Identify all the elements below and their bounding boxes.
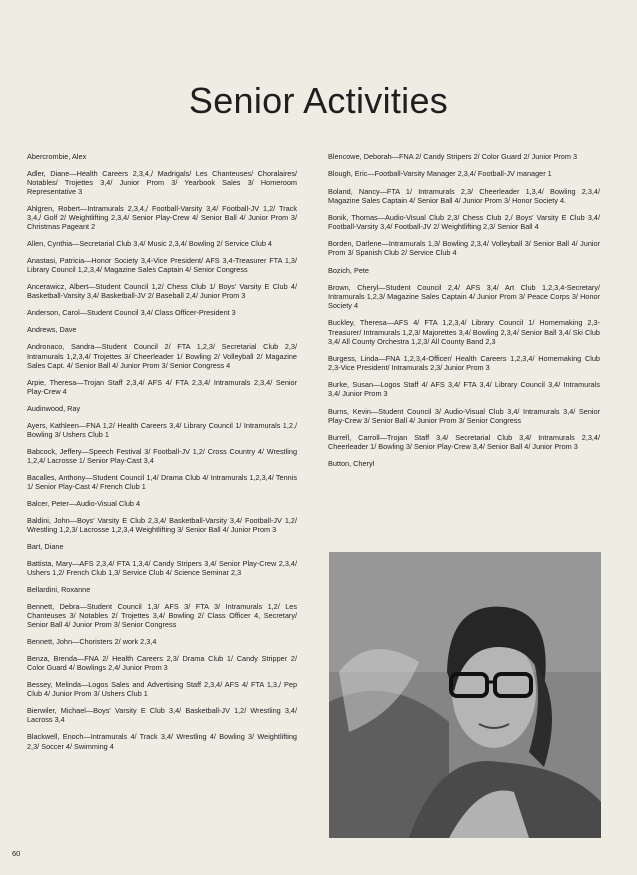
list-item: Arpie, Theresa—Trojan Staff 2,3,4/ AFS 4/ FTA 2,3,4/ Intramurals 2,3,4/ Senior Play-Crew 4: [27, 377, 297, 396]
list-item: Andrews, Dave: [27, 325, 77, 335]
list-item: Battista, Mary—AFS 2,3,4/ FTA 1,3,4/ Candy Stripers 3,4/ Senior Play-Crew 2,3,4/ Ushers 1,2/ French Club 1,3/ Service Club 4/ Science Seminar 2,3: [27, 558, 297, 578]
list-item: Borden, Darlene—Intramurals 1,3/ Bowling 2,3,4/ Volleyball 3/ Senior Ball 4/ Junior Prom 3/ Spanish Club 2/ Service Club 4: [328, 239, 600, 258]
list-item: Burrell, Carroll—Trojan Staff 3,4/ Secretarial Club 3,4/ Intramurals 2,3,4/ Cheerleader 1/ Bowling 3/ Senior Play-Crew 3,4/ Senior Ball 4/ Junior Prom 3: [328, 433, 600, 452]
list-item: Allen, Cynthia—Secretarial Club 3,4/ Music 2,3,4/ Bowling 2/ Service Club 4: [27, 239, 272, 249]
list-item: Bennett, John—Choristers 2/ work 2,3,4: [27, 637, 157, 647]
list-item: Bonik, Thomas—Audio-Visual Club 2,3/ Chess Club 2,/ Boys' Varsity E Club 3,4/ Football-Varsity 3,4/ Football-JV 2/ Weightlifting 2,3/ Senior Ball 4: [328, 212, 600, 232]
page-title: Senior Activities: [188, 80, 449, 121]
list-item: Bart, Diane: [27, 541, 64, 551]
list-item: Blencowe, Deborah—FNA 2/ Candy Stripers 2/ Color Guard 2/ Junior Prom 3: [328, 152, 578, 161]
list-item: Baldini, John—Boys' Varsity E Club 2,3,4/ Basketball-Varsity 3,4/ Football-JV 1,2/ Wrestling 1,2,3/ Lacrosse 1,2,3,4 Weightlifting 3/ Senior Ball 4/ Junior Prom 3: [27, 515, 297, 534]
right-column: [328, 152, 600, 477]
list-item: Ancerawicz, Albert—Student Council 1,2/ Chess Club 1/ Boys' Varsity E Club 4/ Basketball-Varsity 3,4/ Basketball-JV 2/ Baseball 2,4/ Junior Prom 3: [27, 282, 297, 301]
list-item: Boland, Nancy—FTA 1/ Intramurals 2,3/ Cheerleader 1,3,4/ Bowling 2,3,4/ Magazine Sales Captain 4/ Senior Ball 4/ Junior Prom 3/ Honor Society 4.: [328, 186, 600, 205]
page-number: 60: [12, 849, 21, 858]
list-item: Babcock, Jeffery—Speech Festival 3/ Football-JV 1,2/ Cross Country 4/ Wrestling 1,2,4/ Lacrosse 1/ Senior Play-Cast 3,4: [27, 446, 297, 465]
list-item: Burgess, Linda—FNA 1,2,3,4-Officer/ Health Careers 1,2,3,4/ Homemaking Club 2,3-Vice President/ Intramurals 2,3/ Junior Prom 3: [328, 353, 600, 372]
list-item: Adler, Diane—Health Careers 2,3,4,/ Madrigals/ Les Chanteuses/ Choralaires/ Notables/ Trojettes 3,4/ Junior Prom 3/ Yearbook Sales 3/ Homeroom Representative 3: [27, 168, 297, 197]
list-item: Button, Cheryl: [328, 459, 375, 469]
list-item: Anderson, Carol—Student Council 3,4/ Class Officer-President 3: [27, 308, 236, 318]
list-item: Bellardini, Roxanne: [27, 585, 91, 595]
list-item: Blackwell, Enoch—Intramurals 4/ Track 3,4/ Wrestling 4/ Bowling 3/ Weightlifting 2,3/ Soccer 4/ Swimming 4: [27, 732, 297, 751]
photo-illustration: [329, 552, 601, 838]
list-item: Brown, Cheryl—Student Council 2,4/ AFS 3,4/ Art Club 1,2,3,4-Secretary/ Intramurals 1,2,3/ Magazine Sales Captain 4/ Junior Prom 3/ Peace Corps 3/ Honor Society 4: [328, 282, 600, 311]
student-photo: [329, 552, 601, 838]
list-item: Bennett, Debra—Student Council 1,3/ AFS 3/ FTA 3/ Intramurals 1,2/ Les Chanteuses 3/ Notables 2/ Trojettes 3,4/ Bowling 2/ Class Officer 4, Secretary/ Senior Ball 4/ Junior Prom 3/ Senior Congress: [27, 602, 297, 630]
list-item: Abercrombie, Alex: [27, 152, 87, 161]
left-column: [27, 152, 297, 758]
list-item: Bacalles, Anthony—Student Council 1,4/ Drama Club 4/ Intramurals 1,2,3,4/ Tennis 1/ Senior Play-Cast 4/ French Club 1: [27, 472, 297, 491]
list-item: Burke, Susan—Logos Staff 4/ AFS 3,4/ FTA 3,4/ Library Council 3,4/ Intramurals 3,4/ Junior Prom 3: [328, 380, 600, 399]
list-item: Audinwood, Ray: [27, 403, 81, 413]
list-item: Buckley, Theresa—AFS 4/ FTA 1,2,3,4/ Library Council 1/ Homemaking 2,3-Treasurer/ Intramurals 1,2,3/ Majorettes 3,4/ Bowling 2,3,4/ Senior Ball 3,4/ Ski Club 3,4/ All County Orchestra 1,2,3/ All County Band 2,3: [328, 318, 600, 346]
list-item: Anastasi, Patricia—Honor Society 3,4-Vice President/ AFS 3,4-Treasurer FTA 1,3/ Library Council 1,2,3,4/ Magazine Sales Captain 4/ Senior Congress: [27, 256, 297, 275]
list-item: Bozich, Pete: [328, 265, 369, 275]
list-item: Burns, Kevin—Student Council 3/ Audio-Visual Club 3,4/ Intramurals 3,4/ Senior Play-Crew 3/ Senior Ball 4/ Junior Prom 3/ Senior Congress: [328, 406, 600, 425]
list-item: Bessey, Melinda—Logos Sales and Advertising Staff 2,3,4/ AFS 4/ FTA 1,3,/ Pep Club 4/ Junior Prom 3/ Ushers Club 1: [27, 680, 297, 699]
list-item: Ahlgren, Robert—Intramurals 2,3,4,/ Football-Varsity 3,4/ Football-JV 1,2/ Track 3,4,/ Golf 2/ Weightlifting 2,3,4/ Senior Play-Crew 4/ Senior Ball 4/ Junior Prom 3/ Christmas Pageant 2: [27, 204, 297, 232]
list-item: Ayers, Kathleen—FNA 1,2/ Health Careers 3,4/ Library Council 1/ Intramurals 1,2,/ Bowling 3/ Ushers Club 1: [27, 420, 297, 439]
list-item: Balcer, Peter—Audio-Visual Club 4: [27, 498, 141, 508]
list-item: Bierwiler, Michael—Boys' Varsity E Club 3,4/ Basketball-JV 1,2/ Wrestling 3,4/ Lacross 3,4: [27, 706, 297, 725]
list-item: Blough, Eric—Football-Varsity Manager 2,3,4/ Football-JV manager 1: [328, 169, 552, 179]
list-item: Andronaco, Sandra—Student Council 2/ FTA 1,2,3/ Secretarial Club 2,3/ Intramurals 1,2,3,4/ Trojettes 3/ Cheerleader 1/ Bowling 2/ Volleyball 2/ Magazine Sales Capt. 4/ Senior Ball 4/ Junior Prom 3/ Senior Congress 4: [27, 342, 297, 370]
list-item: Benza, Brenda—FNA 2/ Health Careers 2,3/ Drama Club 1/ Candy Stripper 2/ Color Guard 4/ Bowlings 2,4/ Junior Prom 3: [27, 654, 297, 673]
